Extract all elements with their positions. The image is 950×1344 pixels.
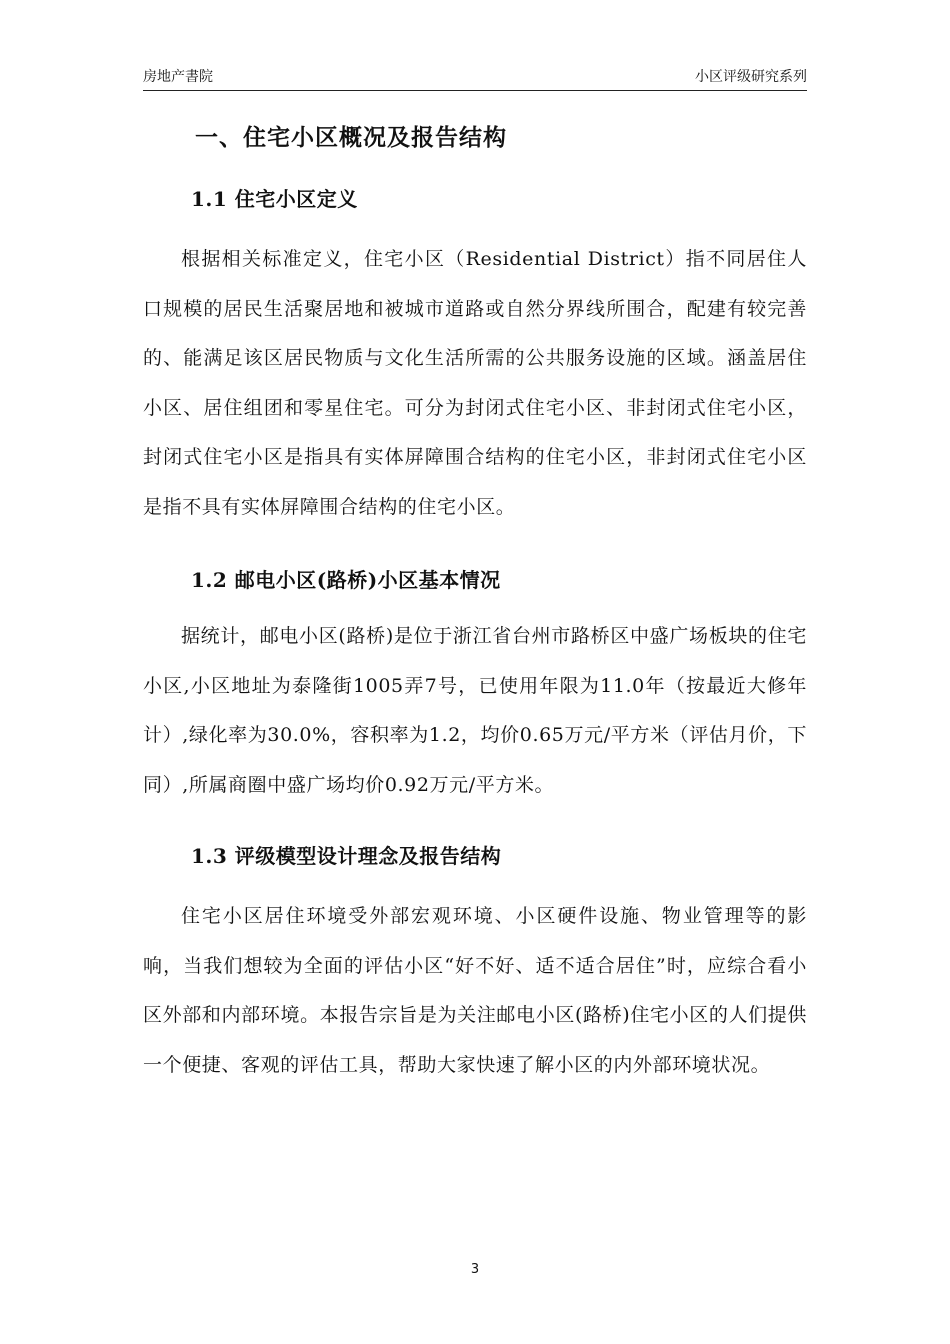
header-series-title: 小区评级研究系列 — [695, 69, 807, 85]
section-paragraph-1-2: 据统计，邮电小区(路桥)是位于浙江省台州市路桥区中盛广场板块的住宅小区,小区地址为泰隆街1005弄7号，已使用年限为11.0年（按最近大修年计）,绿化率为30.0%，容积率为1.2，均价0.65万元/平方米（评估月价，下同）,所属商圈中盛广场均价0.92万元/平方米。 — [143, 625, 807, 796]
page-number: 3 — [470, 1262, 480, 1277]
document-body — [143, 118, 807, 1090]
header-publisher: 房地产書院 — [143, 69, 213, 85]
section-title-1-2: 1.2 邮电小区(路桥)小区基本情况 — [191, 568, 501, 592]
section-title-1-1: 1.1 住宅小区定义 — [191, 187, 358, 211]
section-title-1-3: 1.3 评级模型设计理念及报告结构 — [191, 844, 502, 868]
section-paragraph-1-3: 住宅小区居住环境受外部宏观环境、小区硬件设施、物业管理等的影响，当我们想较为全面的评估小区“好不好、适不适合居住”时，应综合看小区外部和内部环境。本报告宗旨是为关注邮电小区(路桥)住宅小区的人们提供一个便捷、客观的评估工具，帮助大家快速了解小区的内外部环境状况。 — [143, 905, 807, 1076]
section-paragraph-1-1: 根据相关标准定义，住宅小区（Residential District）指不同居住人口规模的居民生活聚居地和被城市道路或自然分界线所围合，配建有较完善的、能满足该区居民物质与文化生活所需的公共服务设施的区域。涵盖居住小区、居住组团和零星住宅。可分为封闭式住宅小区、非封闭式住宅小区，封闭式住宅小区是指具有实体屏障围合结构的住宅小区，非封闭式住宅小区是指不具有实体屏障围合结构的住宅小区。 — [143, 248, 807, 518]
chapter-title: 一、住宅小区概况及报告结构 — [195, 124, 507, 151]
page-header — [143, 66, 807, 91]
